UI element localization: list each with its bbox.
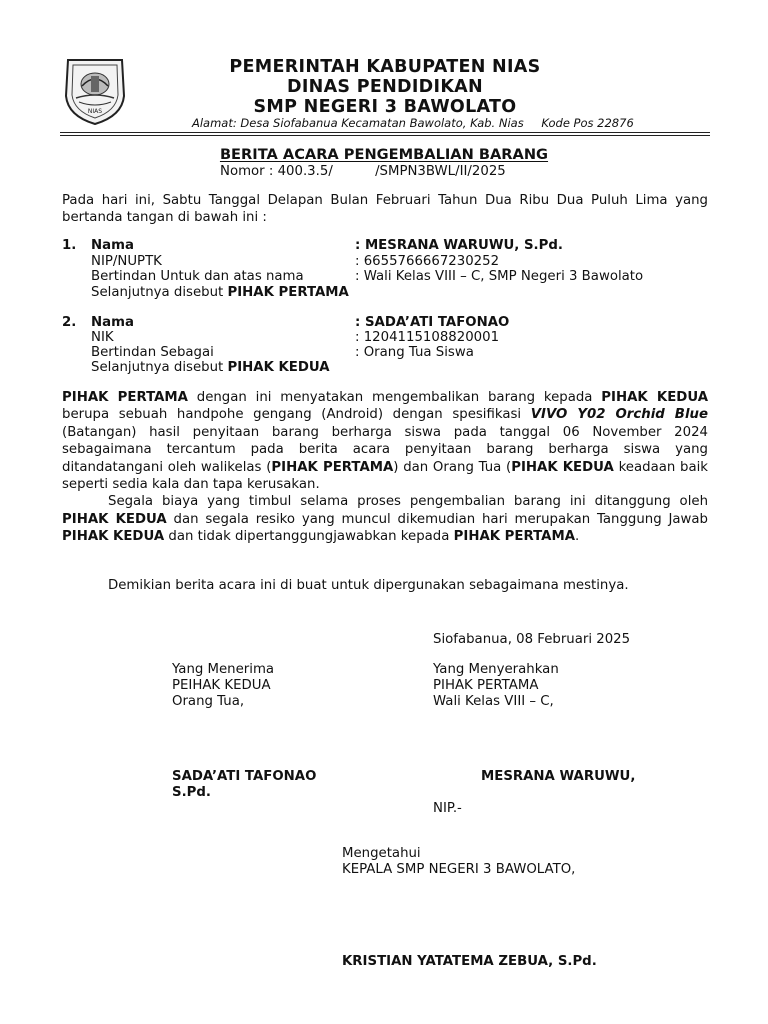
giver-role: Wali Kelas VIII – C, [433, 694, 554, 709]
cost-paragraph: Segala biaya yang timbul selama proses pengembalian barang ini ditanggung oleh PIHAK KEDUA dan segala resiko yang muncul dikemudian hari merupakan Tanggung Jawab PIHAK KEDUA dan tidak dipertanggungjawabkan kepada PIHAK PERTAMA. [62, 494, 708, 545]
receiver-role: Orang Tua, [172, 694, 245, 709]
header-divider-thin [60, 135, 710, 136]
giver-name: MESRANA WARUWU, [481, 769, 636, 784]
closing-paragraph: Demikian berita acara ini di buat untuk dipergunakan sebagaimana mestinya. [108, 578, 629, 593]
headmaster-title: KEPALA SMP NEGERI 3 BAWOLATO, [342, 862, 576, 877]
headmaster-name: KRISTIAN YATATEMA ZEBUA, S.Pd. [342, 954, 597, 969]
party1-role-label: Bertindan Untuk dan atas nama [91, 269, 304, 284]
document-title: BERITA ACARA PENGEMBALIAN BARANG [219, 146, 549, 163]
giver-title: Yang Menyerahkan [433, 662, 559, 677]
address-text: Alamat: Desa Siofabanua Kecamatan Bawolato, Kab. Nias [192, 116, 524, 130]
party1-reference: Selanjutnya disebut PIHAK PERTAMA [91, 285, 349, 300]
party2-role-label: Bertindan Sebagai [91, 345, 214, 360]
giver-degree: S.Pd. [172, 785, 211, 800]
letterhead-school: SMP NEGERI 3 BAWOLATO [253, 97, 517, 117]
receiver-name: SADA’ATI TAFONAO [172, 769, 317, 784]
header-divider [60, 132, 710, 133]
receiver-party: PEIHAK KEDUA [172, 678, 271, 693]
letterhead-address-line [192, 116, 634, 130]
giver-party: PIHAK PERTAMA [433, 678, 539, 693]
postal-code: Kode Pos 22876 [541, 116, 634, 130]
logo-text: NIAS [87, 108, 103, 115]
party1-number: 1. [62, 238, 77, 253]
party2-name-value: : SADA’ATI TAFONAO [355, 315, 510, 330]
party1-name-label: Nama [91, 238, 134, 253]
body-text [62, 389, 708, 546]
acknowledgement-label: Mengetahui [342, 846, 421, 861]
party2-role-value: : Orang Tua Siswa [355, 345, 474, 360]
return-paragraph: PIHAK PERTAMA dengan ini menyatakan mengembalikan barang kepada PIHAK KEDUA berupa sebuah handpohe gengang (Android) dengan spesifikasi VIVO Y02 Orchid Blue (Batangan) hasil penyitaan barang berharga siswa pada tanggal 06 November 2024 sebagaimana tercantum pada berita acara penyitaan barang berharga siswa yang ditandatangani oleh walikelas (PIHAK PERTAMA) dan Orang Tua (PIHAK KEDUA keadaan baik seperti sedia kala dan tapa kerusakan. [62, 390, 709, 493]
party1-id-label: NIP/NUPTK [91, 254, 162, 269]
party1-role-value: : Wali Kelas VIII – C, SMP Negeri 3 Bawolato [355, 269, 644, 284]
letterhead-government: PEMERINTAH KABUPATEN NIAS [229, 57, 541, 77]
party1-name-value: : MESRANA WARUWU, S.Pd. [355, 238, 563, 253]
letterhead-department: DINAS PENDIDIKAN [287, 77, 483, 97]
regency-logo [62, 56, 128, 126]
party2-number: 2. [62, 315, 77, 330]
party2-id-label: NIK [91, 330, 114, 345]
party2-id-value: : 1204115108820001 [355, 330, 500, 345]
intro-paragraph: Pada hari ini, Sabtu Tanggal Delapan Bulan Februari Tahun Dua Ribu Dua Puluh Lima yang bertanda tangan di bawah ini : [62, 193, 708, 226]
party1-id-value: : 6655766667230252 [355, 254, 500, 269]
party2-reference: Selanjutnya disebut PIHAK KEDUA [91, 360, 330, 375]
document-number: Nomor : 400.3.5/ /SMPN3BWL/II/2025 [220, 164, 506, 179]
receiver-title: Yang Menerima [172, 662, 275, 677]
place-date: Siofabanua, 08 Februari 2025 [433, 632, 631, 647]
party2-name-label: Nama [91, 315, 134, 330]
giver-nip: NIP.- [433, 801, 462, 816]
